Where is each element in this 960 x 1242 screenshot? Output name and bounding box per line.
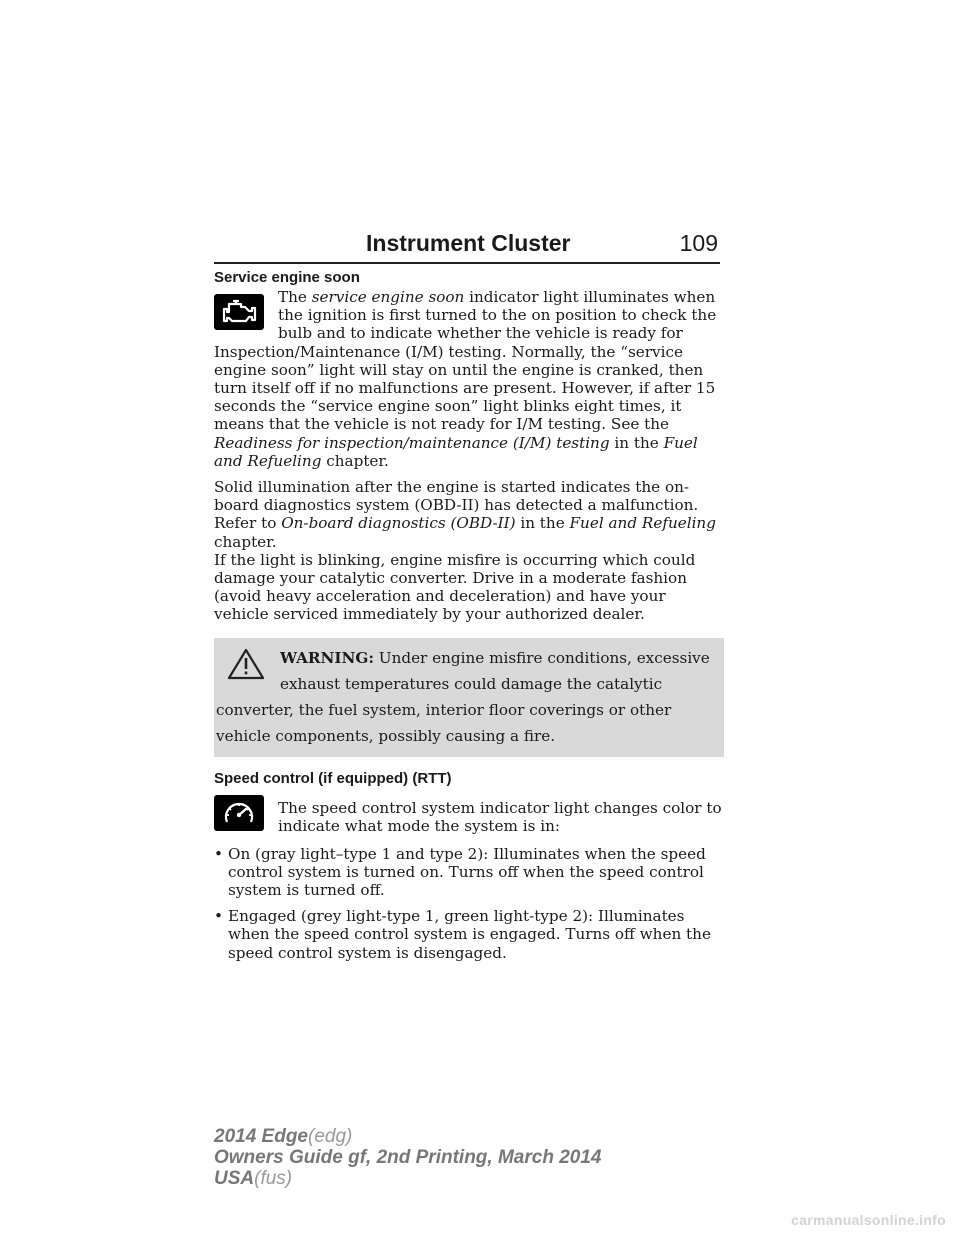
paragraph-solid-illumination: Solid illumination after the engine is started indicates the on-board diagnostics system (OBD-II) has detected a malfunction. Refer to On-board diagnostics (OBD-II) in the Fuel and Refueling chapter. [214, 478, 716, 551]
footer-printing-line: Owners Guide gf, 2nd Printing, March 2014 [214, 1147, 602, 1168]
check-engine-icon [214, 294, 264, 330]
warning-text: Under engine misfire conditions, excessive exhaust temperatures could damage the catalytic converter, the fuel system, interior floor coverings or other vehicle components, possibly causing a fire. [216, 648, 710, 745]
warning-triangle-icon [226, 647, 266, 681]
crossref-obd: On-board diagnostics (OBD-II) [281, 514, 516, 533]
speedometer-icon [214, 795, 264, 831]
crossref-fuel-chapter-2: Fuel and Refueling [569, 514, 716, 533]
footer-region-line: USA(fus) [214, 1168, 293, 1189]
crossref-fuel-chapter: Fuel and Refueling [214, 433, 698, 470]
speed-control-modes-list [214, 845, 724, 962]
page-content [214, 268, 724, 962]
warning-label: WARNING: [280, 648, 374, 667]
section-heading-service-engine-soon: Service engine soon [214, 269, 360, 286]
paragraph-service-engine-intro: The service engine soon indicator light illuminates when the ignition is first turned to the on position to check the bulb and to indicate whether the vehicle is ready for Inspection/Maintenance (I/M) testing. Normally, the “service engine soon” light will stay on until the engine is cranked, then turn itself off if no malfunctions are present. However, if after 15 seconds the “service engine soon” light blinks eight times, it means that the vehicle is not ready for I/M testing. See the Readiness for inspection/maintenance (I/M) testing in the Fuel and Refueling chapter. [214, 288, 717, 470]
section-heading-speed-control: Speed control (if equipped) (RTT) [214, 769, 452, 787]
crossref-readiness: Readiness for inspection/maintenance (I/M) testing [214, 433, 610, 452]
list-item: • On (gray light–type 1 and type 2): Illuminates when the speed control system is turned on. Turns off when the speed control system is turned off. [214, 844, 706, 900]
page-number: 109 [679, 230, 718, 256]
page-header [214, 228, 720, 264]
list-item: • Engaged (grey light-type 1, green light-type 2): Illuminates when the speed control system is engaged. Turns off when the speed control system is disengaged. [214, 907, 711, 962]
watermark: carmanualsonline.info [791, 1212, 946, 1228]
paragraph-speed-control-intro: The speed control system indicator light changes color to indicate what mode the system is in: [278, 798, 722, 835]
page-footer [214, 1126, 601, 1189]
footer-model-line: 2014 Edge(edg) [214, 1126, 353, 1147]
warning-box [214, 638, 724, 757]
chapter-title: Instrument Cluster [366, 230, 571, 256]
paragraph-blinking: If the light is blinking, engine misfire is occurring which could damage your catalytic converter. Drive in a moderate fashion (avoid heavy acceleration and deceleration) and have your vehicle serviced immediately by your authorized dealer. [214, 550, 696, 624]
